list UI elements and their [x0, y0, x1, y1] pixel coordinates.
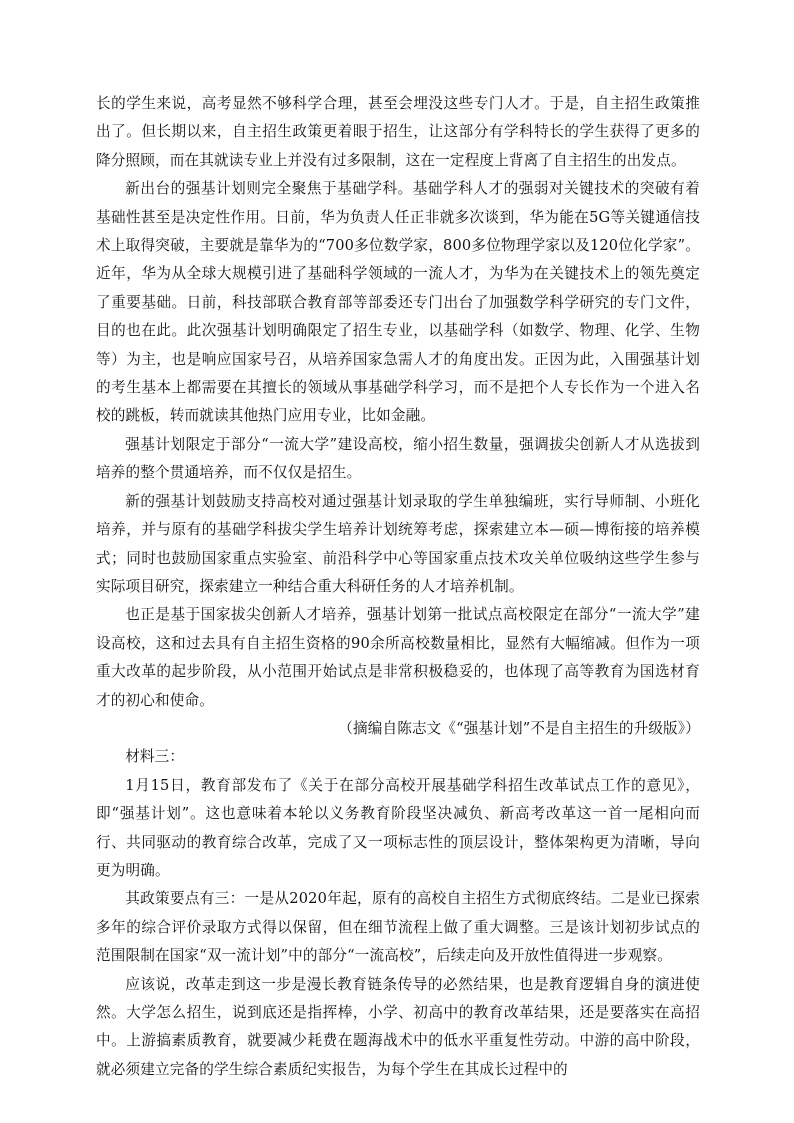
paragraph: 其政策要点有三：一是从2020年起，原有的高校自主招生方式彻底终结。二是业已探索多年的综合评价录取方式得以保留，但在细节流程上做了重大调整。三是该计划初步试点的范围限制在国家“双一流计划”中的部分“一流高校”，后续走向及开放性值得进一步观察。 — [96, 890, 700, 965]
paragraph: 长的学生来说，高考显然不够科学合理，甚至会埋没这些专门人才。于是，自主招生政策推出了。但长期以来，自主招生政策更着眼于招生，让这部分有学科特长的学生获得了更多的降分照顾，而在其就读专业上并没有过多限制，这在一定程度上背离了自主招生的出发点。 — [96, 95, 700, 169]
paragraph: 强基计划限定于部分“一流大学”建设高校，缩小招生数量，强调拔尖创新人才从选拔到培养的整个贯通培养，而不仅仅是招生。 — [96, 435, 700, 482]
document-page — [96, 90, 700, 1084]
paragraph: 新出台的强基计划则完全聚焦于基础学科。基础学科人才的强弱对关键技术的突破有着基础性甚至是决定性作用。日前，华为负责人任正非就多次谈到，华为能在5G等关键通信技术上取得突破，主要就是靠华为的“700多位数学家，800多位物理学家以及120位化学家”。近年，华为从全球大规模引进了基础科学领域的一流人才，为华为在关键技术上的领先奠定了重要基础。日前，科技部联合教育部等部委还专门出台了加强数学科学研究的专门文件，目的也在此。此次强基计划明确限定了招生专业，以基础学科（如数学、物理、化学、生物等）为主，也是响应国家号召，从培养国家急需人才的角度出发。正因为此，入围强基计划的考生基本上都需要在其擅长的领域从事基础学科学习，而不是把个人专长作为一个进入名校的跳板，转而就读其他热门应用专业，比如金融。 — [96, 180, 700, 425]
paragraph: 新的强基计划鼓励支持高校对通过强基计划录取的学生单独编班，实行导师制、小班化培养，并与原有的基础学科拔尖学生培养计划统筹考虑，探索建立本—硕—博衔接的培养模式；同时也鼓励国家重点实验室、前沿科学中心等国家重点技术攻关单位吸纳这些学生参与实际项目研究，探索建立一种结合重大科研任务的人才培养机制。 — [96, 492, 700, 595]
paragraph: 也正是基于国家拔尖创新人才培养，强基计划第一批试点高校限定在部分“一流大学”建设高校，这和过去具有自主招生资格的90余所高校数量相比，显然有大幅缩减。但作为一项重大改革的起步阶段，从小范围开始试点是非常积极稳妥的，也体现了高等教育为国选材育才的初心和使命。 — [96, 606, 700, 709]
paragraph: 1月15日，教育部发布了《关于在部分高校开展基础学科招生改革试点工作的意见》，即“强基计划”。这也意味着本轮以义务教育阶段坚决减负、新高考改革这一首一尾相向而行、共同驱动的教育综合改革，完成了又一项标志性的顶层设计，整体架构更为清晰，导向更为明确。 — [96, 776, 700, 879]
source-citation: （摘编自陈志文《“强基计划”不是自主招生的升级版》） — [338, 719, 700, 737]
paragraph: 应该说，改革走到这一步是漫长教育链条传导的必然结果，也是教育逻辑自身的演进使然。大学怎么招生，说到底还是指挥棒，小学、初高中的教育改革结果，还是要落实在高招中。上游搞素质教育，就要减少耗费在题海战术中的低水平重复性劳动。中游的高中阶段，就必须建立完备的学生综合素质纪实报告，为每个学生在其成长过程中的 — [96, 975, 700, 1078]
material-heading: 材料三： — [125, 748, 185, 766]
